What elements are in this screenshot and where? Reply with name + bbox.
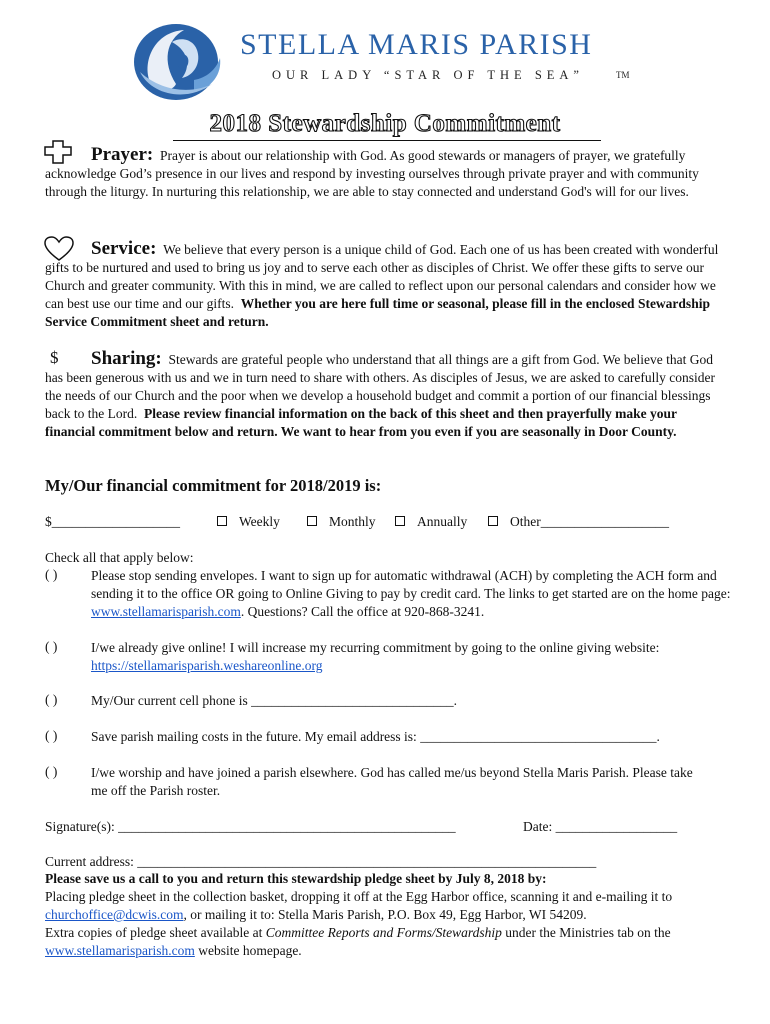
prayer-section bbox=[45, 146, 725, 201]
amount-field[interactable]: $___________________ bbox=[45, 514, 180, 529]
monthly-label: Monthly bbox=[329, 514, 376, 529]
prayer-heading: Prayer: bbox=[91, 144, 154, 165]
checklist-paren[interactable]: ( ) bbox=[45, 728, 58, 743]
signature-field[interactable]: Signature(s): __________________________________________________ bbox=[45, 819, 456, 834]
checklist-intro: Check all that apply below: bbox=[45, 550, 194, 565]
parish-name: STELLA MARIS PARISH bbox=[240, 28, 593, 61]
dollar-icon: $ bbox=[50, 348, 59, 367]
service-text: We believe that every person is a unique child of God. Each one of us has been created with wonderful gifts to be nurtured and used to bring us joy and to serve each other as disciples of Christ. We offer these gifts to serve our Church and greater community. With this in mind, we are called to reflect upon our personal calendars and consider how we can best use our time and our gifts. bbox=[45, 242, 719, 311]
other-option[interactable] bbox=[488, 513, 669, 531]
call-notice: Please save us a call to you and return this stewardship pledge sheet by July 8, 2018 by: bbox=[45, 871, 547, 886]
sharing-heading: Sharing: bbox=[91, 348, 162, 369]
commitment-heading: My/Our financial commitment for 2018/2019 is: bbox=[45, 476, 382, 495]
sharing-section bbox=[45, 350, 725, 441]
church-email-link[interactable]: churchoffice@dcwis.com bbox=[45, 907, 184, 922]
placing-instructions: Placing pledge sheet in the collection basket, dropping it off at the Egg Harbor office, scanning it and e-mailing it to churchoffice@dcwis.com, or mailing it to: Stella Maris Parish, P.O. Box 49, Egg Harbor, WI 54209. bbox=[45, 889, 673, 922]
extra-copies-note: Extra copies of pledge sheet available at Committee Reports and Forms/Stewardship under the Ministries tab on the www.stellamarisparish.com website homepage. bbox=[45, 925, 671, 958]
parish-website-link[interactable]: www.stellamarisparish.com bbox=[91, 604, 241, 619]
trademark-mark: TM bbox=[616, 70, 630, 80]
address-field[interactable]: Current address: ____________________________________________________________________ bbox=[45, 854, 597, 869]
monthly-option[interactable] bbox=[307, 513, 376, 531]
checklist-paren[interactable]: ( ) bbox=[45, 764, 58, 779]
checklist-item-online: I/we already give online! I will increase my recurring commitment by going to the online giving website: https://stellamarisparish.weshareonline.org bbox=[91, 640, 660, 673]
service-bold-text: Whether you are here full time or seasonal, please fill in the enclosed Stewardship Service Commitment sheet and return. bbox=[45, 296, 710, 329]
checklist-paren[interactable]: ( ) bbox=[45, 567, 58, 582]
date-field[interactable]: Date: __________________ bbox=[523, 819, 678, 834]
parish-logo bbox=[132, 22, 632, 100]
checklist-item-email[interactable]: Save parish mailing costs in the future. My email address is: ___________________________________. bbox=[91, 729, 660, 744]
checklist-paren[interactable]: ( ) bbox=[45, 692, 58, 707]
annually-checkbox[interactable] bbox=[395, 516, 405, 526]
service-heading: Service: bbox=[91, 238, 157, 259]
monthly-checkbox[interactable] bbox=[307, 516, 317, 526]
annually-option[interactable] bbox=[395, 513, 467, 531]
online-giving-link[interactable]: https://stellamarisparish.weshareonline.org bbox=[91, 658, 323, 673]
checklist-item-elsewhere: I/we worship and have joined a parish elsewhere. God has called me/us beyond Stella Maris Parish. Please take me off the Parish roster. bbox=[91, 765, 693, 798]
committee-reports-text: Committee Reports and Forms/Stewardship bbox=[265, 925, 502, 940]
service-section bbox=[45, 240, 725, 331]
other-label: Other___________________ bbox=[510, 514, 669, 529]
checklist-paren[interactable]: ( ) bbox=[45, 639, 58, 654]
title-underline bbox=[173, 140, 601, 141]
parish-tagline: OUR LADY “STAR OF THE SEA” bbox=[272, 68, 584, 82]
weekly-label: Weekly bbox=[239, 514, 280, 529]
checklist-item-phone[interactable]: My/Our current cell phone is ______________________________. bbox=[91, 693, 457, 708]
sharing-text: Stewards are grateful people who understand that all things are a gift from God. We believe that God has been generous with us and we in turn need to share with others. As disciples of Jesus, we are asked to carefully consider the needs of our Church and the poor when we develop a household budget and commit a portion of our financial blessings back to the Lord. bbox=[45, 352, 715, 421]
checklist-item-ach: Please stop sending envelopes. I want to sign up for automatic withdrawal (ACH) by completing the ACH form and sending it to the office OR going to Online Giving to pay by credit card. The links to get started are on the home page: www.stellamarisparish.com. Questions? Call the office at 920-868-3241. bbox=[91, 568, 731, 619]
sharing-bold-text: Please review financial information on the back of this sheet and then prayerfully make your financial commitment below and return. We want to hear from you even if you are seasonally in Door County. bbox=[45, 406, 677, 439]
weekly-option[interactable] bbox=[217, 513, 280, 531]
other-checkbox[interactable] bbox=[488, 516, 498, 526]
prayer-text: Prayer is about our relationship with God. As good stewards or managers of prayer, we gratefully acknowledge God’s presence in our lives and respond by investing ourselves through private prayer and with community through the liturgy. In nurturing this relationship, we are able to stay connected and understand God's will for our lives. bbox=[45, 148, 699, 199]
document-title: 2018 Stewardship Commitment bbox=[209, 110, 561, 137]
weekly-checkbox[interactable] bbox=[217, 516, 227, 526]
parish-homepage-link[interactable]: www.stellamarisparish.com bbox=[45, 943, 195, 958]
madonna-logo-icon bbox=[132, 22, 237, 102]
annually-label: Annually bbox=[417, 514, 468, 529]
